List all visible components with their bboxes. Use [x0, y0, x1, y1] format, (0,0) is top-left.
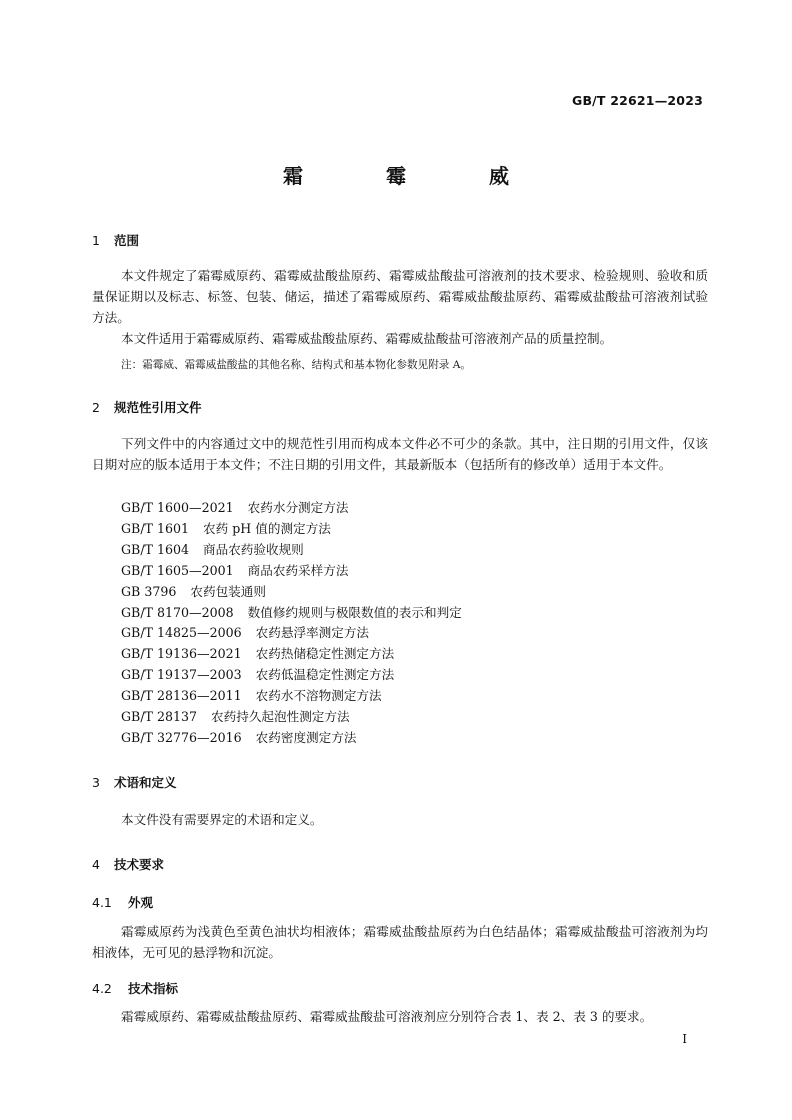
reference-title: 商品农药验收规则	[203, 541, 304, 557]
reference-title: 农药密度测定方法	[255, 729, 357, 745]
section-4-1-heading	[92, 893, 153, 911]
reference-item	[121, 561, 462, 582]
section-number: 3	[92, 775, 100, 790]
reference-title: 农药低温稳定性测定方法	[255, 667, 395, 683]
section-3-heading	[92, 773, 177, 791]
normative-references-list	[121, 498, 462, 749]
section-1-heading	[92, 231, 139, 249]
reference-item	[121, 519, 462, 540]
section-4-2-heading	[92, 979, 178, 997]
section-number: 1	[92, 233, 100, 248]
section-1-paragraph-1: 本文件规定了霜霉威原药、霜霉威盐酸盐原药、霜霉威盐酸盐可溶液剂的技术要求、检验规则、验收和质量保证期以及标志、标签、包装、储运，描述了霜霉威原药、霜霉威盐酸盐原药、霜霉威盐酸盐可溶液剂试验方法。	[92, 268, 708, 325]
reference-title: 数值修约规则与极限数值的表示和判定	[247, 604, 462, 620]
reference-code: GB/T 14825—2006	[121, 625, 242, 641]
reference-code: GB/T 28136—2011	[121, 688, 242, 704]
reference-code: GB/T 1600—2021	[121, 500, 234, 515]
reference-code: GB/T 19137—2003	[121, 667, 242, 683]
reference-code: GB 3796	[121, 583, 177, 599]
section-number: 2	[92, 400, 100, 415]
section-title: 外观	[128, 895, 154, 910]
reference-title: 商品农药采样方法	[247, 562, 349, 578]
reference-title: 农药热储稳定性测定方法	[255, 646, 395, 662]
document-title: 霜 霉 威	[283, 164, 547, 188]
reference-title: 农药 pH 值的测定方法	[203, 520, 331, 536]
reference-code: GB/T 1601	[121, 520, 190, 536]
section-3-paragraph-1: 本文件没有需要界定的术语和定义。	[121, 812, 323, 827]
reference-title: 农药水不溶物测定方法	[255, 688, 382, 704]
section-title: 规范性引用文件	[114, 400, 202, 415]
reference-code: GB/T 19136—2021	[121, 646, 242, 662]
section-number: 4.2	[92, 981, 112, 996]
reference-item	[121, 540, 462, 561]
reference-item	[121, 623, 462, 644]
reference-item	[121, 728, 462, 749]
section-title: 技术指标	[128, 981, 179, 996]
section-number: 4.1	[92, 895, 112, 910]
reference-code: GB/T 32776—2016	[121, 729, 242, 745]
reference-code: GB/T 1604	[121, 541, 190, 557]
reference-item	[121, 707, 462, 728]
reference-title: 农药包装通则	[190, 583, 266, 599]
section-number: 4	[92, 857, 100, 872]
section-2-paragraph-1: 下列文件中的内容通过文中的规范性引用而构成本文件必不可少的条款。其中，注日期的引用文件，仅该日期对应的版本适用于本文件；不注日期的引用文件，其最新版本（包括所有的修改单）适用于本文件。	[92, 436, 708, 472]
reference-code: GB/T 28137	[121, 709, 198, 725]
reference-title: 农药持久起泡性测定方法	[211, 709, 350, 725]
reference-item	[121, 498, 462, 519]
reference-title: 农药悬浮率测定方法	[255, 625, 370, 641]
section-4-2-paragraph-1: 霜霉威原药、霜霉威盐酸盐原药、霜霉威盐酸盐可溶液剂应分别符合表 1、表 2、表 3 的要求。	[121, 1009, 653, 1024]
standard-code: GB/T 22621—2023	[571, 93, 703, 108]
section-4-heading	[92, 855, 164, 873]
reference-item	[121, 686, 462, 707]
reference-title: 农药水分测定方法	[247, 500, 349, 515]
page-number: I	[682, 1032, 687, 1046]
section-4-1-paragraph-1: 霜霉威原药为浅黄色至黄色油状均相液体；霜霉威盐酸盐原药为白色结晶体；霜霉威盐酸盐可溶液剂为均相液体，无可见的悬浮物和沉淀。	[92, 924, 708, 960]
section-title: 范围	[114, 233, 140, 248]
section-title: 术语和定义	[114, 775, 177, 790]
reference-code: GB/T 1605—2001	[121, 562, 234, 578]
section-2-heading	[92, 398, 202, 416]
reference-item	[121, 644, 462, 665]
section-title: 技术要求	[114, 857, 165, 872]
reference-item	[121, 665, 462, 686]
reference-code: GB/T 8170—2008	[121, 604, 234, 620]
section-1-note: 注：霜霉威、霜霉威盐酸盐的其他名称、结构式和基本物化参数见附录 A。	[121, 359, 472, 371]
section-1-paragraph-2: 本文件适用于霜霉威原药、霜霉威盐酸盐原药、霜霉威盐酸盐可溶液剂产品的质量控制。	[121, 331, 613, 346]
reference-item	[121, 582, 462, 603]
reference-item	[121, 603, 462, 624]
